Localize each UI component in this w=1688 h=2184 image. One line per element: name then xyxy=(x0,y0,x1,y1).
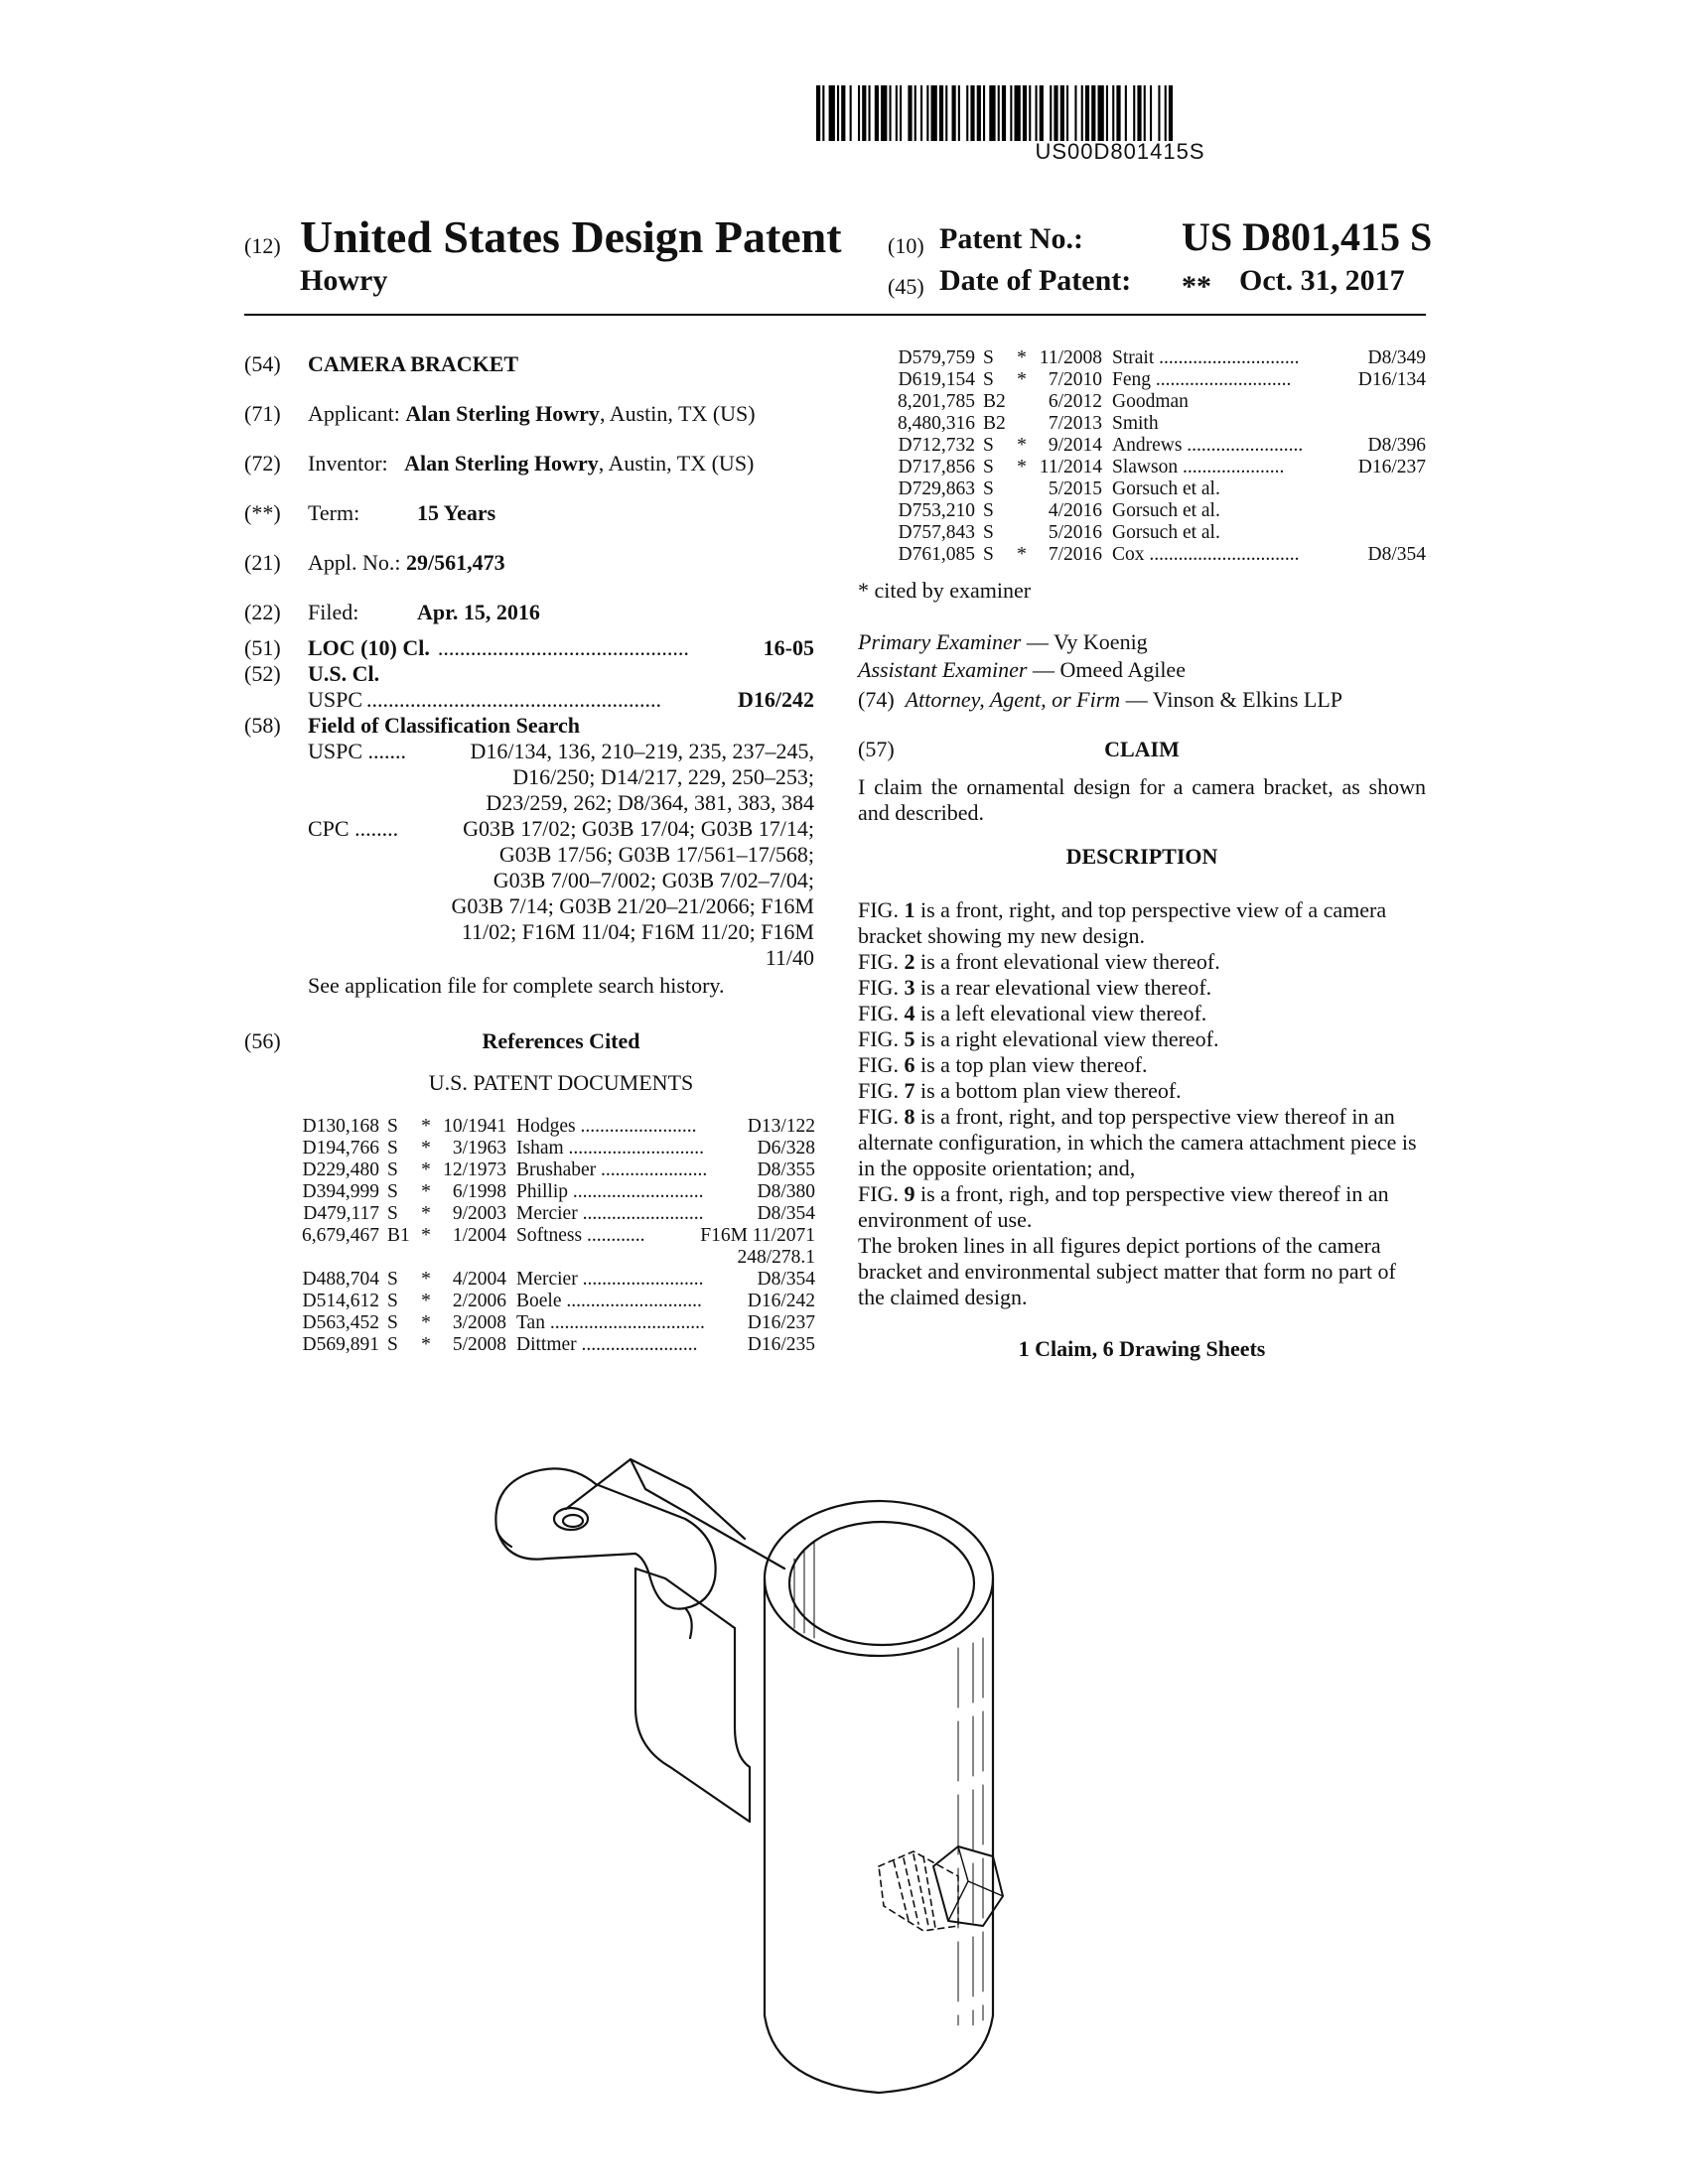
reference-kind: B2 xyxy=(983,413,1006,434)
search-uspc-label: USPC ....... xyxy=(308,739,407,763)
figure-description: FIG. 9 is a front, righ, and top perspective view thereof in an environment of use. xyxy=(858,1181,1389,1232)
application-number: Appl. No.: 29/561,473 xyxy=(308,550,505,575)
reference-class: D16/134 xyxy=(1357,369,1426,390)
reference-number: D712,732 xyxy=(898,435,975,456)
figure-description: FIG. 6 is a top plan view thereof. xyxy=(858,1052,1148,1077)
reference-row xyxy=(294,1203,815,1225)
reference-date: 9/2014 xyxy=(1048,435,1102,456)
reference-class: D8/355 xyxy=(757,1160,815,1180)
reference-row xyxy=(890,522,1426,544)
term-value: 15 Years xyxy=(417,500,496,525)
reference-star: * xyxy=(1017,457,1027,478)
reference-number: D229,480 xyxy=(302,1160,379,1180)
reference-number: D753,210 xyxy=(898,500,975,521)
tube-side-shade xyxy=(958,1638,983,2025)
barcode-image xyxy=(816,85,1424,141)
tag-12: (12) xyxy=(244,233,281,258)
search-cpc-line-3: G03B 7/00–7/002; G03B 7/02–7/04; xyxy=(492,868,814,892)
reference-kind: B2 xyxy=(983,391,1006,412)
reference-date: 7/2013 xyxy=(1048,413,1102,434)
field-51-num: (51) xyxy=(244,635,281,660)
reference-name: Smith xyxy=(1112,413,1159,434)
reference-star xyxy=(1013,391,1031,413)
reference-name: Strait ............................. xyxy=(1112,347,1300,368)
reference-name: Brushaber ...................... xyxy=(516,1160,708,1180)
leader-dots: ......................... xyxy=(582,1269,704,1290)
reference-number: D394,999 xyxy=(302,1181,379,1202)
reference-star: * xyxy=(421,1269,431,1290)
leader-dots: ............................ xyxy=(568,1138,705,1159)
reference-row xyxy=(294,1160,815,1181)
search-cpc-label: CPC ........ xyxy=(308,816,399,841)
filed-label: Filed: xyxy=(308,600,359,624)
camera-mount-tab xyxy=(495,1468,715,1608)
reference-kind: S xyxy=(983,500,994,521)
set-screw xyxy=(879,1851,958,1931)
leader-dots: ................................ xyxy=(549,1312,705,1333)
reference-kind: S xyxy=(983,544,994,565)
reference-star: * xyxy=(421,1225,431,1246)
figure-description: FIG. 2 is a front elevational view thereof. xyxy=(858,949,1220,974)
field-22-num: (22) xyxy=(244,600,281,624)
camera-bracket-drawing xyxy=(487,1430,1182,2105)
reference-date: 4/2004 xyxy=(452,1269,506,1290)
attorney: (74) Attorney, Agent, or Firm — Vinson & Elkins LLP xyxy=(858,687,1342,712)
header-rule xyxy=(244,314,1426,316)
reference-class: D8/380 xyxy=(757,1181,815,1202)
date-of-patent: Oct. 31, 2017 xyxy=(1239,264,1405,297)
reference-row xyxy=(890,478,1426,500)
reference-date: 5/2015 xyxy=(1048,478,1102,499)
applicant: Applicant: Alan Sterling Howry, Austin, TX (US) xyxy=(308,401,756,426)
leader-dots: ........................... xyxy=(572,1181,704,1202)
filed-date: Apr. 15, 2016 xyxy=(417,600,540,624)
reference-date: 5/2016 xyxy=(1048,522,1102,543)
field-of-search-label: Field of Classification Search xyxy=(308,713,580,738)
patent-number: US D801,415 S xyxy=(1182,214,1433,259)
reference-star xyxy=(1013,522,1031,544)
references-cited-heading: References Cited xyxy=(482,1028,640,1053)
reference-row xyxy=(294,1138,815,1160)
reference-kind xyxy=(379,1247,417,1269)
date-of-patent-label: Date of Patent: xyxy=(939,264,1132,297)
reference-class: D16/235 xyxy=(747,1334,815,1355)
cited-by-examiner: * cited by examiner xyxy=(858,578,1032,603)
reference-date: 2/2006 xyxy=(452,1291,506,1311)
field-21-num: (21) xyxy=(244,550,281,575)
leader-dots: ..................... xyxy=(1182,457,1285,478)
reference-kind: S xyxy=(387,1138,398,1159)
reference-name: Tan ................................ xyxy=(516,1312,705,1333)
leader-dots: ............................. xyxy=(1159,347,1300,368)
reference-date: 12/1973 xyxy=(443,1160,506,1180)
uspc-classification: USPC ...................................................... D16/242 xyxy=(308,687,814,712)
reference-class xyxy=(1422,391,1426,413)
reference-number: D130,168 xyxy=(302,1116,379,1137)
reference-name: Slawson ..................... xyxy=(1112,457,1285,478)
reference-row xyxy=(294,1334,815,1356)
tag-45: (45) xyxy=(888,274,924,299)
tube-top-outer xyxy=(765,1501,993,1656)
reference-name: Boele ............................ xyxy=(516,1291,702,1311)
reference-row xyxy=(890,544,1426,566)
reference-kind: S xyxy=(983,522,994,543)
date-stars: ** xyxy=(1182,270,1211,303)
reference-star: * xyxy=(421,1334,431,1355)
claim-heading: CLAIM xyxy=(1104,737,1180,761)
reference-number: 8,480,316 xyxy=(898,413,975,434)
loc-classification: LOC (10) Cl. .............................................. 16-05 xyxy=(308,635,814,660)
reference-name: Dittmer ........................ xyxy=(516,1334,698,1355)
reference-star: * xyxy=(421,1160,431,1180)
field-term-num: (**) xyxy=(244,500,281,525)
figure-description: FIG. 1 is a front, right, and top perspective view of a camera bracket showing my new design. xyxy=(858,897,1387,948)
reference-kind: S xyxy=(387,1116,398,1137)
reference-kind: S xyxy=(387,1312,398,1333)
description-body xyxy=(858,897,1426,1310)
reference-row xyxy=(890,347,1426,369)
reference-number: D757,843 xyxy=(898,522,975,543)
reference-class: D8/396 xyxy=(1367,435,1426,456)
reference-row xyxy=(294,1247,815,1269)
leader-dots: ...................... xyxy=(601,1160,708,1180)
reference-row xyxy=(294,1116,815,1138)
reference-date xyxy=(435,1247,516,1269)
reference-name: Softness ............ xyxy=(516,1225,645,1246)
search-uspc-line-3: D23/259, 262; D8/364, 381, 383, 384 xyxy=(486,790,814,815)
camera-mount-tab-thickness xyxy=(496,1529,692,1638)
field-72-num: (72) xyxy=(244,451,281,476)
reference-name: Gorsuch et al. xyxy=(1112,522,1220,543)
leader-dots: ............................... xyxy=(1149,544,1300,565)
field-56-num: (56) xyxy=(244,1028,281,1053)
reference-class xyxy=(1422,478,1426,500)
search-uspc-line-1: D16/134, 136, 210–219, 235, 237–245, xyxy=(470,739,814,763)
claim-num: (57) xyxy=(858,737,895,761)
assistant-examiner: Assistant Examiner — Omeed Agilee xyxy=(858,657,1186,682)
primary-examiner: Primary Examiner — Vy Koenig xyxy=(858,629,1148,654)
search-cpc-line-2: G03B 17/56; G03B 17/561–17/568; xyxy=(498,842,814,867)
reference-star: * xyxy=(1017,544,1027,565)
field-54-num: (54) xyxy=(244,351,281,376)
reference-kind: S xyxy=(387,1269,398,1290)
search-uspc-line-2: D16/250; D14/217, 229, 250–253; xyxy=(512,764,814,789)
reference-name: Andrews ........................ xyxy=(1112,435,1304,456)
leader-dots: ........................ xyxy=(580,1116,697,1137)
reference-star xyxy=(1013,413,1031,435)
search-history-note: See application file for complete search history. xyxy=(308,973,725,998)
reference-class: D16/237 xyxy=(747,1312,815,1333)
reference-kind: S xyxy=(983,478,994,499)
reference-number: D479,117 xyxy=(303,1203,379,1224)
reference-number: D514,612 xyxy=(302,1291,379,1311)
reference-name: Cox ............................... xyxy=(1112,544,1300,565)
reference-date: 3/1963 xyxy=(452,1138,506,1159)
reference-kind: S xyxy=(983,435,994,456)
reference-class: D8/349 xyxy=(1367,347,1426,368)
reference-star xyxy=(1013,500,1031,522)
leader-dots: ............................ xyxy=(566,1291,702,1311)
reference-number: D729,863 xyxy=(898,478,975,499)
reference-star: * xyxy=(1017,347,1027,368)
invention-title: CAMERA BRACKET xyxy=(308,351,519,376)
reference-row xyxy=(294,1181,815,1203)
figure-description: FIG. 4 is a left elevational view thereof. xyxy=(858,1001,1207,1025)
reference-number: D717,856 xyxy=(898,457,975,478)
barcode-number: US00D801415S xyxy=(1035,139,1205,164)
reference-date: 11/2008 xyxy=(1039,347,1102,368)
reference-row xyxy=(294,1269,815,1291)
reference-row xyxy=(890,500,1426,522)
leader-dots: ........................ xyxy=(1187,435,1304,456)
search-cpc-line-1: G03B 17/02; G03B 17/04; G03B 17/14; xyxy=(463,816,814,841)
leader-dots: ......................... xyxy=(582,1203,704,1224)
figure-description: FIG. 3 is a rear elevational view thereof. xyxy=(858,975,1212,1000)
search-cpc-line-5: 11/02; F16M 11/04; F16M 11/20; F16M xyxy=(461,919,814,944)
reference-row xyxy=(294,1291,815,1312)
reference-class: D16/237 xyxy=(1357,457,1426,478)
tag-10: (10) xyxy=(888,233,924,258)
reference-number: D761,085 xyxy=(898,544,975,565)
reference-class: D8/354 xyxy=(757,1269,815,1290)
reference-number: 8,201,785 xyxy=(898,391,975,412)
reference-kind: S xyxy=(983,369,994,390)
search-cpc-line-6: 11/40 xyxy=(765,945,814,970)
reference-kind: B1 xyxy=(387,1225,410,1246)
claim-text: I claim the ornamental design for a camera bracket, as shown and described. xyxy=(858,774,1426,825)
reference-name: Hodges ........................ xyxy=(516,1116,697,1137)
us-cl-label: U.S. Cl. xyxy=(308,661,380,686)
reference-row xyxy=(890,369,1426,391)
reference-date: 6/1998 xyxy=(452,1181,506,1202)
reference-name: Gorsuch et al. xyxy=(1112,500,1220,521)
reference-number xyxy=(294,1247,379,1269)
reference-row xyxy=(890,435,1426,457)
reference-date: 6/2012 xyxy=(1048,391,1102,412)
reference-kind: S xyxy=(387,1203,398,1224)
bracket-strap-edge xyxy=(631,1459,784,1569)
reference-name: Feng ............................ xyxy=(1112,369,1292,390)
reference-row xyxy=(890,391,1426,413)
reference-class: D6/328 xyxy=(757,1138,815,1159)
reference-star: * xyxy=(421,1116,431,1137)
reference-star: * xyxy=(421,1312,431,1333)
reference-name: Mercier ......................... xyxy=(516,1203,704,1224)
reference-date: 11/2014 xyxy=(1039,457,1102,478)
reference-class: F16M 11/2071 xyxy=(700,1225,815,1246)
reference-name: Gorsuch et al. xyxy=(1112,478,1220,499)
search-cpc-line-4: G03B 7/14; G03B 21/20–21/2066; F16M xyxy=(451,893,814,918)
reference-row xyxy=(890,457,1426,478)
figure-description: FIG. 8 is a front, right, and top perspective view thereof in an alternate configuration, in which the camera attachment piece is in the opposite orientation; and, xyxy=(858,1104,1417,1180)
claims-sheets-count: 1 Claim, 6 Drawing Sheets xyxy=(1018,1336,1266,1361)
reference-number: D194,766 xyxy=(302,1138,379,1159)
field-58-num: (58) xyxy=(244,713,281,738)
mount-hole-inner xyxy=(563,1515,583,1527)
reference-row xyxy=(294,1225,815,1247)
reference-star: * xyxy=(421,1138,431,1159)
reference-star: * xyxy=(1017,435,1027,456)
reference-date: 7/2010 xyxy=(1048,369,1102,390)
reference-name: Mercier ......................... xyxy=(516,1269,704,1290)
reference-date: 5/2008 xyxy=(452,1334,506,1355)
reference-name: Isham ............................ xyxy=(516,1138,705,1159)
figure-description: FIG. 7 is a bottom plan view thereof. xyxy=(858,1078,1182,1103)
inventor: Inventor: Alan Sterling Howry, Austin, TX (US) xyxy=(308,451,755,476)
reference-row xyxy=(890,413,1426,435)
term-label: Term: xyxy=(308,500,360,525)
figure-description: FIG. 5 is a right elevational view thereof. xyxy=(858,1026,1219,1051)
us-patent-documents-heading: U.S. PATENT DOCUMENTS xyxy=(428,1070,694,1095)
reference-number: D569,891 xyxy=(302,1334,379,1355)
tube-top-inner xyxy=(789,1522,974,1645)
reference-class: 248/278.1 xyxy=(737,1247,815,1268)
leader-dots: ............ xyxy=(586,1225,645,1246)
broken-lines-note: The broken lines in all figures depict portions of the camera bracket and environmental subject matter that form no part of the claimed design. xyxy=(858,1233,1396,1309)
reference-number: D563,452 xyxy=(302,1312,379,1333)
bracket-strap-back xyxy=(566,1459,745,1539)
reference-row xyxy=(294,1312,815,1334)
document-title: United States Design Patent xyxy=(300,211,842,262)
reference-number: D488,704 xyxy=(302,1269,379,1290)
reference-number: D619,154 xyxy=(898,369,975,390)
reference-kind: S xyxy=(387,1334,398,1355)
reference-date: 7/2016 xyxy=(1048,544,1102,565)
reference-name: Goodman xyxy=(1112,391,1189,412)
reference-kind: S xyxy=(387,1181,398,1202)
reference-date: 1/2004 xyxy=(452,1225,506,1246)
reference-class xyxy=(1422,500,1426,522)
reference-star xyxy=(1013,478,1031,500)
reference-kind: S xyxy=(387,1291,398,1311)
reference-kind: S xyxy=(983,457,994,478)
reference-number: D579,759 xyxy=(898,347,975,368)
reference-number: 6,679,467 xyxy=(302,1225,379,1246)
tube-bottom xyxy=(765,2015,993,2093)
reference-name: Phillip ........................... xyxy=(516,1181,704,1202)
reference-star: * xyxy=(421,1291,431,1311)
patent-no-label: Patent No.: xyxy=(939,222,1083,255)
reference-class: D8/354 xyxy=(1367,544,1426,565)
reference-class: D8/354 xyxy=(757,1203,815,1224)
field-71-num: (71) xyxy=(244,401,281,426)
description-heading: DESCRIPTION xyxy=(1065,844,1218,869)
inventor-surname-header: Howry xyxy=(300,264,388,297)
reference-class: D16/242 xyxy=(747,1291,815,1311)
reference-class: D13/122 xyxy=(747,1116,815,1137)
reference-date: 10/1941 xyxy=(443,1116,506,1137)
field-52-num: (52) xyxy=(244,661,281,686)
reference-star: * xyxy=(421,1181,431,1202)
reference-date: 3/2008 xyxy=(452,1312,506,1333)
leader-dots: ........................ xyxy=(581,1334,698,1355)
reference-kind: S xyxy=(387,1160,398,1180)
reference-class xyxy=(1422,522,1426,544)
reference-star: * xyxy=(1017,369,1027,390)
reference-date: 4/2016 xyxy=(1048,500,1102,521)
reference-class xyxy=(1422,413,1426,435)
reference-name xyxy=(516,1247,733,1269)
reference-kind: S xyxy=(983,347,994,368)
reference-star xyxy=(417,1247,435,1269)
reference-date: 9/2003 xyxy=(452,1203,506,1224)
reference-star: * xyxy=(421,1203,431,1224)
leader-dots: ............................ xyxy=(1155,369,1292,390)
